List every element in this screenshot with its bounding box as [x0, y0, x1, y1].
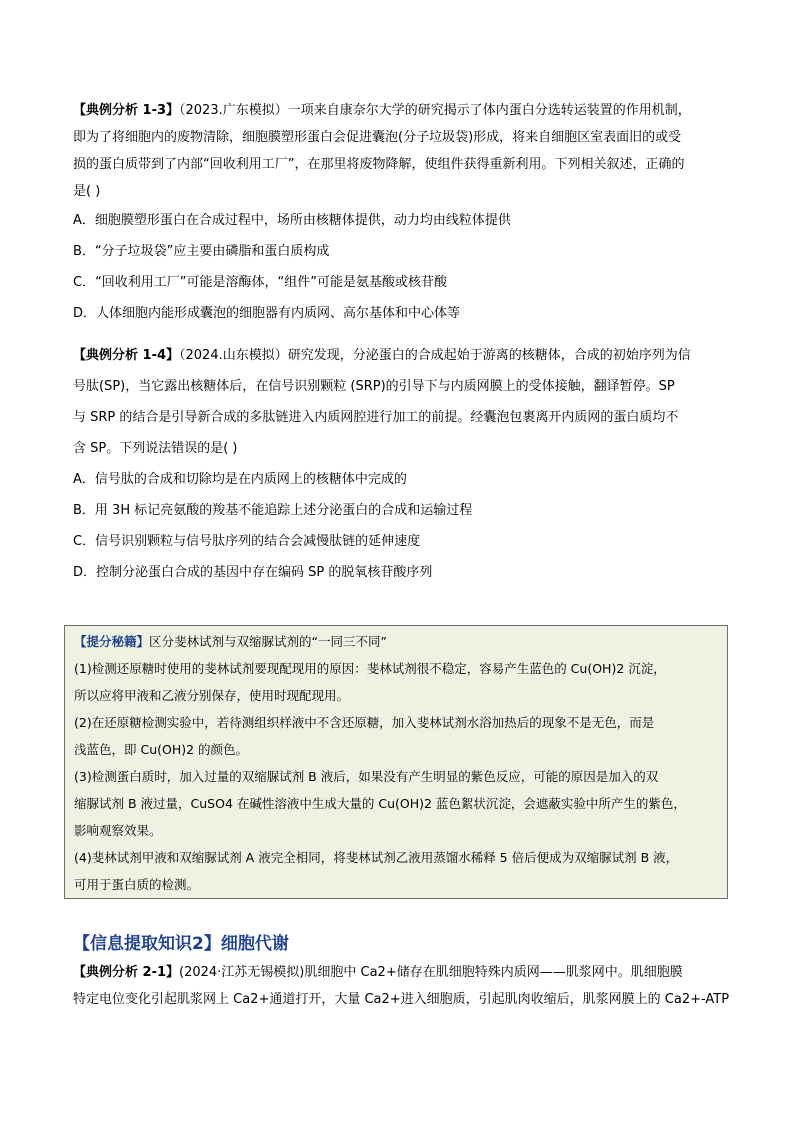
option-d: D．控制分泌蛋白合成的基因中存在编码 SP 的脱氧核苷酸序列 [73, 565, 433, 580]
tip-box [64, 625, 728, 899]
option-a: A．细胞膜塑形蛋白在合成过程中，场所由核糖体提供，动力均由线粒体提供 [73, 213, 511, 228]
tip-line: (4)斐林试剂甲液和双缩脲试剂 A 液完全相同，将斐林试剂乙液用蒸馏水稀释 5 倍后便成为双缩脲试剂 B 液， [74, 850, 679, 865]
option-c: C．“回收利用工厂”可能是溶酶体，“组件”可能是氨基酸或核苷酸 [73, 275, 448, 290]
question-line [73, 340, 729, 371]
option-b: B．用 3H 标记亮氨酸的羧基不能追踪上述分泌蛋白的合成和运输过程 [73, 503, 473, 518]
question-text: （2024.山东模拟）研究发现，分泌蛋白的合成起始于游离的核糖体，合成的初始序列为信 [179, 348, 691, 363]
question-tag: 【典例分析 1-3】 [73, 103, 180, 118]
option-a: A．信号肽的合成和切除均是在内质网上的核糖体中完成的 [73, 472, 407, 487]
option-b: B．“分子垃圾袋”应主要由磷脂和蛋白质构成 [73, 244, 330, 259]
question-text: (2024·江苏无锡模拟)肌细胞中 Ca2+储存在肌细胞特殊内质网——肌浆网中。肌细胞膜 [179, 965, 683, 980]
question-2-1 [73, 959, 729, 1013]
tip-line: (2)在还原糖检测实验中，若待测组织样液中不含还原糖，加入斐林试剂水浴加热后的现象不是无色，而是 [74, 715, 655, 730]
tip-title-line [74, 628, 724, 655]
question-line: 是( ) [73, 184, 101, 199]
tip-line: 浅蓝色，即 Cu(OH)2 的颜色。 [74, 742, 249, 757]
tip-title: 区分斐林试剂与双缩脲试剂的“一同三不同” [149, 634, 387, 649]
question-line: 含 SP。下列说法错误的是( ) [73, 441, 238, 456]
question-1-4 [73, 340, 729, 588]
question-tag: 【典例分析 2-1】 [73, 965, 180, 980]
tip-line: (3)检测蛋白质时，加入过量的双缩脲试剂 B 液后，如果没有产生明显的紫色反应，可能的原因是加入的双 [74, 769, 659, 784]
tip-line: 所以应将甲液和乙液分别保存，使用时现配现用。 [74, 688, 350, 703]
question-tag: 【典例分析 1-4】 [73, 348, 180, 363]
tip-line: 影响观察效果。 [74, 823, 162, 838]
section-heading: 【信息提取知识2】细胞代谢 [73, 934, 289, 954]
question-line [73, 97, 729, 124]
tip-line: (1)检测还原糖时使用的斐林试剂要现配现用的原因：斐林试剂很不稳定，容易产生蓝色的 Cu(OH)2 沉淀， [74, 661, 666, 676]
tip-line: 可用于蛋白质的检测。 [74, 877, 200, 892]
question-line [73, 959, 729, 986]
question-line: 号肽(SP)，当它露出核糖体后，在信号识别颗粒 (SRP)的引导下与内质网膜上的受体接触，翻译暂停。SP [73, 379, 675, 394]
question-line: 特定电位变化引起肌浆网上 Ca2+通道打开，大量 Ca2+进入细胞质，引起肌肉收缩后，肌浆网膜上的 Ca2+-ATP [73, 992, 729, 1007]
question-1-3 [73, 97, 729, 329]
question-line: 与 SRP 的结合是引导新合成的多肽链进入内质网腔进行加工的前提。经囊泡包裹离开内质网的蛋白质均不 [73, 410, 679, 425]
option-c: C．信号识别颗粒与信号肽序列的结合会减慢肽链的延伸速度 [73, 534, 421, 549]
question-line: 即为了将细胞内的废物清除，细胞膜塑形蛋白会促进囊泡(分子垃圾袋)形成，将来自细胞区室表面旧的或受 [73, 130, 682, 145]
question-line: 损的蛋白质带到了内部“回收利用工厂”，在那里将废物降解，使组件获得重新利用。下列相关叙述，正确的 [73, 157, 685, 172]
question-text: （2023.广东模拟）一项来自康奈尔大学的研究揭示了体内蛋白分选转运装置的作用机制， [179, 103, 691, 118]
tip-line: 缩脲试剂 B 液过量，CuSO4 在碱性溶液中生成大量的 Cu(OH)2 蓝色絮状沉淀，会遮蔽实验中所产生的紫色， [74, 796, 686, 811]
option-d: D．人体细胞内能形成囊泡的细胞器有内质网、高尔基体和中心体等 [73, 306, 461, 321]
tip-tag: 【提分秘籍】 [74, 634, 150, 649]
